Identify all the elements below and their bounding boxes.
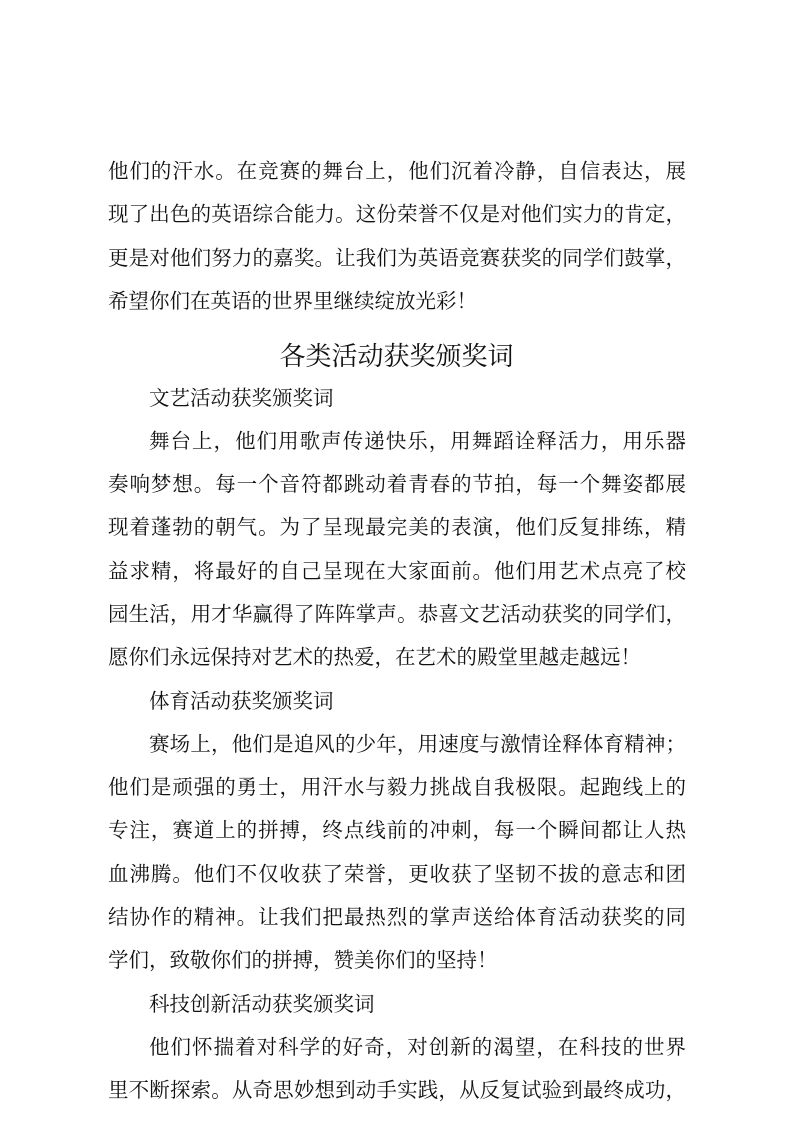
paragraph-line: 更是对他们努力的嘉奖。让我们为英语竞赛获奖的同学们鼓掌， <box>108 245 686 270</box>
paragraph-line: 里不断探索。从奇思妙想到动手实践，从反复试验到最终成功， <box>108 1078 686 1103</box>
section-title: 各类活动获奖颁奖词 <box>279 342 514 372</box>
paragraph-line: 希望你们在英语的世界里继续绽放光彩！ <box>108 288 477 313</box>
subheading-arts: 文艺活动获奖颁奖词 <box>149 385 334 410</box>
paragraph-line: 他们怀揣着对科学的好奇，对创新的渴望，在科技的世界 <box>149 1034 686 1059</box>
intro-paragraph <box>108 150 686 323</box>
paragraph-line: 专注，赛道上的拼搏，终点线前的冲刺，每一个瞬间都让人热 <box>108 818 686 843</box>
paragraph-line: 他们的汗水。在竞赛的舞台上，他们沉着冷静，自信表达，展 <box>108 159 686 183</box>
paragraph-line: 现了出色的英语综合能力。这份荣誉不仅是对他们实力的肯定， <box>108 202 686 227</box>
paragraph-line: 愿你们永远保持对艺术的热爱，在艺术的殿堂里越走越远！ <box>108 645 641 670</box>
paragraph-line: 舞台上，他们用歌声传递快乐，用舞蹈诠释活力，用乐器 <box>149 428 686 453</box>
paragraph-line: 园生活，用才华赢得了阵阵掌声。恭喜文艺活动获奖的同学们， <box>108 601 686 626</box>
paragraph-line: 赛场上，他们是追风的少年，用速度与激情诠释体育精神； <box>149 731 686 756</box>
paragraph-line: 血沸腾。他们不仅收获了荣誉，更收获了坚韧不拔的意志和团 <box>108 861 686 886</box>
paragraph-line: 他们是顽强的勇士，用汗水与毅力挑战自我极限。起跑线上的 <box>108 775 686 800</box>
paragraph-line: 现着蓬勃的朝气。为了呈现最完美的表演，他们反复排练，精 <box>108 515 686 540</box>
paragraph-line: 益求精，将最好的自己呈现在大家面前。他们用艺术点亮了校 <box>108 558 686 583</box>
paragraph-line: 奏响梦想。每一个音符都跳动着青春的节拍，每一个舞姿都展 <box>108 472 686 497</box>
paragraph-line: 结协作的精神。让我们把最热烈的掌声送给体育活动获奖的同 <box>108 905 686 930</box>
subheading-tech: 科技创新活动获奖颁奖词 <box>149 991 375 1016</box>
award-sections <box>108 377 686 1113</box>
subheading-sports: 体育活动获奖颁奖词 <box>149 688 334 713</box>
paragraph-line: 学们，致敬你们的拼搏，赞美你们的坚持！ <box>108 948 498 973</box>
